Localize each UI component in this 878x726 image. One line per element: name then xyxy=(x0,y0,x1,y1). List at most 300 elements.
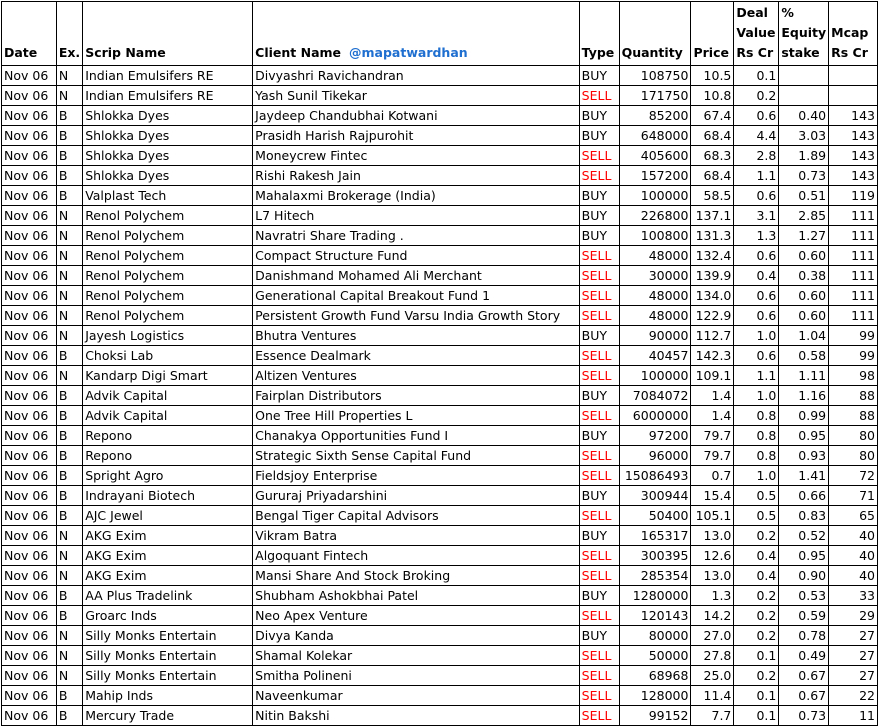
cell-date: Nov 06 xyxy=(2,326,57,346)
cell-client-name: Altizen Ventures xyxy=(253,366,580,386)
cell-date: Nov 06 xyxy=(2,66,57,86)
cell-type: SELL xyxy=(579,346,619,366)
cell-mcap: 40 xyxy=(829,546,878,566)
cell-mcap xyxy=(829,66,878,86)
cell-mcap: 98 xyxy=(829,366,878,386)
table-row xyxy=(2,426,878,446)
cell-type: SELL xyxy=(579,246,619,266)
cell-scrip-name: Indrayani Biotech xyxy=(83,486,253,506)
cell-client-name: Bengal Tiger Capital Advisors xyxy=(253,506,580,526)
cell-mcap xyxy=(829,86,878,106)
cell-scrip-name: Silly Monks Entertain xyxy=(83,646,253,666)
table-row xyxy=(2,406,878,426)
cell-scrip-name: AKG Exim xyxy=(83,546,253,566)
cell-date: Nov 06 xyxy=(2,446,57,466)
cell-equity-stake: 0.67 xyxy=(779,686,829,706)
cell-date: Nov 06 xyxy=(2,206,57,226)
cell-quantity: 50000 xyxy=(619,646,691,666)
cell-date: Nov 06 xyxy=(2,126,57,146)
cell-exchange: N xyxy=(56,226,82,246)
cell-quantity: 285354 xyxy=(619,566,691,586)
cell-price: 142.3 xyxy=(691,346,734,366)
cell-scrip-name: Spright Agro xyxy=(83,466,253,486)
cell-equity-stake: 0.95 xyxy=(779,426,829,446)
cell-scrip-name: Shlokka Dyes xyxy=(83,106,253,126)
cell-quantity: 120143 xyxy=(619,606,691,626)
cell-mcap: 27 xyxy=(829,666,878,686)
cell-type: SELL xyxy=(579,306,619,326)
table-row xyxy=(2,606,878,626)
cell-exchange: B xyxy=(56,446,82,466)
cell-equity-stake: 1.27 xyxy=(779,226,829,246)
cell-scrip-name: Kandarp Digi Smart xyxy=(83,366,253,386)
cell-date: Nov 06 xyxy=(2,306,57,326)
table-row xyxy=(2,326,878,346)
cell-type: BUY xyxy=(579,206,619,226)
cell-type: SELL xyxy=(579,566,619,586)
header-equity-stake: % Equity stake xyxy=(779,2,829,66)
cell-exchange: B xyxy=(56,466,82,486)
cell-quantity: 90000 xyxy=(619,326,691,346)
cell-scrip-name: Valplast Tech xyxy=(83,186,253,206)
cell-deal-value: 1.0 xyxy=(734,326,779,346)
cell-client-name: Fairplan Distributors xyxy=(253,386,580,406)
table-row xyxy=(2,166,878,186)
cell-client-name: Shamal Kolekar xyxy=(253,646,580,666)
cell-quantity: 648000 xyxy=(619,126,691,146)
cell-exchange: B xyxy=(56,406,82,426)
cell-date: Nov 06 xyxy=(2,286,57,306)
cell-type: BUY xyxy=(579,66,619,86)
cell-deal-value: 0.1 xyxy=(734,646,779,666)
cell-date: Nov 06 xyxy=(2,426,57,446)
cell-price: 139.9 xyxy=(691,266,734,286)
cell-exchange: N xyxy=(56,546,82,566)
cell-price: 1.4 xyxy=(691,386,734,406)
cell-quantity: 96000 xyxy=(619,446,691,466)
cell-date: Nov 06 xyxy=(2,226,57,246)
cell-type: SELL xyxy=(579,266,619,286)
cell-client-name: Persistent Growth Fund Varsu India Growth Story xyxy=(253,306,580,326)
cell-quantity: 48000 xyxy=(619,286,691,306)
cell-deal-value: 0.4 xyxy=(734,546,779,566)
cell-deal-value: 0.2 xyxy=(734,526,779,546)
cell-quantity: 100800 xyxy=(619,226,691,246)
cell-mcap: 99 xyxy=(829,346,878,366)
cell-date: Nov 06 xyxy=(2,526,57,546)
cell-equity-stake: 0.38 xyxy=(779,266,829,286)
cell-quantity: 40457 xyxy=(619,346,691,366)
cell-date: Nov 06 xyxy=(2,506,57,526)
cell-deal-value: 0.2 xyxy=(734,586,779,606)
cell-deal-value: 0.8 xyxy=(734,406,779,426)
cell-price: 79.7 xyxy=(691,426,734,446)
cell-equity-stake: 0.90 xyxy=(779,566,829,586)
cell-client-name: L7 Hitech xyxy=(253,206,580,226)
cell-equity-stake: 0.60 xyxy=(779,306,829,326)
table-row xyxy=(2,106,878,126)
cell-type: BUY xyxy=(579,526,619,546)
cell-date: Nov 06 xyxy=(2,406,57,426)
cell-exchange: B xyxy=(56,186,82,206)
cell-equity-stake: 0.99 xyxy=(779,406,829,426)
cell-deal-value: 1.3 xyxy=(734,226,779,246)
cell-client-name: Divya Kanda xyxy=(253,626,580,646)
cell-scrip-name: Shlokka Dyes xyxy=(83,166,253,186)
cell-price: 1.3 xyxy=(691,586,734,606)
cell-quantity: 15086493 xyxy=(619,466,691,486)
cell-mcap: 111 xyxy=(829,266,878,286)
cell-scrip-name: Advik Capital xyxy=(83,386,253,406)
table-row xyxy=(2,446,878,466)
cell-scrip-name: Shlokka Dyes xyxy=(83,126,253,146)
table-row xyxy=(2,366,878,386)
cell-exchange: B xyxy=(56,506,82,526)
cell-mcap: 119 xyxy=(829,186,878,206)
cell-price: 10.5 xyxy=(691,66,734,86)
cell-deal-value: 0.6 xyxy=(734,246,779,266)
cell-equity-stake: 0.83 xyxy=(779,506,829,526)
cell-deal-value: 0.4 xyxy=(734,566,779,586)
cell-quantity: 30000 xyxy=(619,266,691,286)
cell-equity-stake: 1.04 xyxy=(779,326,829,346)
cell-scrip-name: Repono xyxy=(83,446,253,466)
cell-exchange: N xyxy=(56,286,82,306)
client-name-label: Client Name xyxy=(255,45,342,60)
cell-mcap: 22 xyxy=(829,686,878,706)
cell-mcap: 29 xyxy=(829,606,878,626)
cell-scrip-name: AA Plus Tradelink xyxy=(83,586,253,606)
table-row xyxy=(2,466,878,486)
cell-date: Nov 06 xyxy=(2,166,57,186)
cell-mcap: 40 xyxy=(829,526,878,546)
cell-quantity: 48000 xyxy=(619,306,691,326)
cell-mcap: 33 xyxy=(829,586,878,606)
table-row xyxy=(2,346,878,366)
cell-price: 11.4 xyxy=(691,686,734,706)
cell-exchange: B xyxy=(56,586,82,606)
cell-client-name: Rishi Rakesh Jain xyxy=(253,166,580,186)
cell-client-name: One Tree Hill Properties L xyxy=(253,406,580,426)
cell-client-name: Jaydeep Chandubhai Kotwani xyxy=(253,106,580,126)
cell-mcap: 65 xyxy=(829,506,878,526)
cell-price: 79.7 xyxy=(691,446,734,466)
table-row xyxy=(2,706,878,726)
cell-type: SELL xyxy=(579,686,619,706)
cell-deal-value: 0.4 xyxy=(734,266,779,286)
cell-scrip-name: Shlokka Dyes xyxy=(83,146,253,166)
cell-scrip-name: Repono xyxy=(83,426,253,446)
cell-deal-value: 1.0 xyxy=(734,466,779,486)
cell-exchange: N xyxy=(56,366,82,386)
table-row xyxy=(2,226,878,246)
cell-date: Nov 06 xyxy=(2,646,57,666)
cell-type: SELL xyxy=(579,366,619,386)
cell-exchange: N xyxy=(56,266,82,286)
cell-mcap: 99 xyxy=(829,326,878,346)
cell-date: Nov 06 xyxy=(2,486,57,506)
cell-mcap: 111 xyxy=(829,246,878,266)
cell-equity-stake: 0.51 xyxy=(779,186,829,206)
cell-price: 131.3 xyxy=(691,226,734,246)
cell-deal-value: 0.1 xyxy=(734,706,779,726)
cell-deal-value: 0.6 xyxy=(734,306,779,326)
cell-equity-stake: 0.67 xyxy=(779,666,829,686)
cell-quantity: 165317 xyxy=(619,526,691,546)
cell-equity-stake: 0.53 xyxy=(779,586,829,606)
cell-exchange: B xyxy=(56,706,82,726)
cell-mcap: 40 xyxy=(829,566,878,586)
cell-deal-value: 4.4 xyxy=(734,126,779,146)
header-date: Date xyxy=(2,2,57,66)
cell-date: Nov 06 xyxy=(2,266,57,286)
cell-equity-stake: 1.41 xyxy=(779,466,829,486)
cell-type: BUY xyxy=(579,106,619,126)
cell-type: BUY xyxy=(579,326,619,346)
cell-client-name: Danishmand Mohamed Ali Merchant xyxy=(253,266,580,286)
cell-deal-value: 0.6 xyxy=(734,286,779,306)
cell-exchange: B xyxy=(56,426,82,446)
cell-scrip-name: Mahip Inds xyxy=(83,686,253,706)
cell-quantity: 108750 xyxy=(619,66,691,86)
table-row xyxy=(2,626,878,646)
cell-type: SELL xyxy=(579,606,619,626)
table-row xyxy=(2,586,878,606)
cell-client-name: Smitha Polineni xyxy=(253,666,580,686)
cell-quantity: 100000 xyxy=(619,186,691,206)
header-mcap: Mcap Rs Cr xyxy=(829,2,878,66)
cell-scrip-name: Indian Emulsifers RE xyxy=(83,86,253,106)
cell-deal-value: 1.0 xyxy=(734,386,779,406)
cell-type: BUY xyxy=(579,126,619,146)
bulk-deals-table xyxy=(1,1,878,726)
cell-deal-value: 0.2 xyxy=(734,626,779,646)
cell-mcap: 27 xyxy=(829,626,878,646)
cell-scrip-name: Choksi Lab xyxy=(83,346,253,366)
cell-price: 27.0 xyxy=(691,626,734,646)
cell-scrip-name: Renol Polychem xyxy=(83,266,253,286)
table-row xyxy=(2,246,878,266)
cell-scrip-name: Mercury Trade xyxy=(83,706,253,726)
cell-client-name: Strategic Sixth Sense Capital Fund xyxy=(253,446,580,466)
cell-date: Nov 06 xyxy=(2,386,57,406)
cell-equity-stake: 0.73 xyxy=(779,706,829,726)
cell-equity-stake: 0.60 xyxy=(779,286,829,306)
header-row xyxy=(2,2,878,66)
cell-deal-value: 0.2 xyxy=(734,606,779,626)
cell-exchange: B xyxy=(56,346,82,366)
cell-mcap: 88 xyxy=(829,406,878,426)
cell-equity-stake: 2.85 xyxy=(779,206,829,226)
cell-price: 10.8 xyxy=(691,86,734,106)
cell-deal-value: 0.8 xyxy=(734,426,779,446)
cell-price: 15.4 xyxy=(691,486,734,506)
cell-price: 134.0 xyxy=(691,286,734,306)
cell-mcap: 143 xyxy=(829,166,878,186)
table-row xyxy=(2,126,878,146)
cell-client-name: Nitin Bakshi xyxy=(253,706,580,726)
cell-deal-value: 0.2 xyxy=(734,86,779,106)
cell-mcap: 72 xyxy=(829,466,878,486)
cell-quantity: 300944 xyxy=(619,486,691,506)
cell-exchange: N xyxy=(56,326,82,346)
cell-exchange: B xyxy=(56,386,82,406)
cell-mcap: 71 xyxy=(829,486,878,506)
cell-equity-stake: 0.58 xyxy=(779,346,829,366)
cell-type: SELL xyxy=(579,666,619,686)
cell-scrip-name: Groarc Inds xyxy=(83,606,253,626)
cell-price: 12.6 xyxy=(691,546,734,566)
cell-exchange: N xyxy=(56,86,82,106)
cell-date: Nov 06 xyxy=(2,86,57,106)
cell-mcap: 27 xyxy=(829,646,878,666)
cell-mcap: 143 xyxy=(829,106,878,126)
table-row xyxy=(2,566,878,586)
cell-type: SELL xyxy=(579,446,619,466)
header-scrip-name: Scrip Name xyxy=(83,2,253,66)
cell-quantity: 97200 xyxy=(619,426,691,446)
cell-equity-stake: 0.66 xyxy=(779,486,829,506)
table-header xyxy=(2,2,878,66)
cell-quantity: 300395 xyxy=(619,546,691,566)
cell-mcap: 111 xyxy=(829,226,878,246)
cell-client-name: Chanakya Opportunities Fund I xyxy=(253,426,580,446)
cell-scrip-name: Renol Polychem xyxy=(83,226,253,246)
cell-client-name: Yash Sunil Tikekar xyxy=(253,86,580,106)
cell-exchange: N xyxy=(56,666,82,686)
cell-date: Nov 06 xyxy=(2,106,57,126)
header-price: Price xyxy=(691,2,734,66)
cell-exchange: B xyxy=(56,166,82,186)
table-row xyxy=(2,86,878,106)
table-row xyxy=(2,306,878,326)
cell-client-name: Fieldsjoy Enterprise xyxy=(253,466,580,486)
cell-price: 109.1 xyxy=(691,366,734,386)
table-body xyxy=(2,66,878,726)
cell-quantity: 68968 xyxy=(619,666,691,686)
cell-date: Nov 06 xyxy=(2,606,57,626)
cell-client-name: Shubham Ashokbhai Patel xyxy=(253,586,580,606)
cell-client-name: Moneycrew Fintec xyxy=(253,146,580,166)
cell-scrip-name: AKG Exim xyxy=(83,526,253,546)
cell-type: BUY xyxy=(579,226,619,246)
cell-exchange: B xyxy=(56,606,82,626)
cell-exchange: N xyxy=(56,206,82,226)
cell-mcap: 80 xyxy=(829,426,878,446)
cell-exchange: N xyxy=(56,646,82,666)
cell-type: SELL xyxy=(579,646,619,666)
cell-type: SELL xyxy=(579,706,619,726)
cell-exchange: N xyxy=(56,566,82,586)
cell-deal-value: 0.5 xyxy=(734,486,779,506)
cell-date: Nov 06 xyxy=(2,626,57,646)
cell-quantity: 157200 xyxy=(619,166,691,186)
cell-scrip-name: AJC Jewel xyxy=(83,506,253,526)
cell-quantity: 7084072 xyxy=(619,386,691,406)
table-row xyxy=(2,506,878,526)
cell-price: 132.4 xyxy=(691,246,734,266)
cell-deal-value: 0.1 xyxy=(734,66,779,86)
cell-date: Nov 06 xyxy=(2,146,57,166)
cell-date: Nov 06 xyxy=(2,186,57,206)
cell-equity-stake: 1.89 xyxy=(779,146,829,166)
cell-client-name: Prasidh Harish Rajpurohit xyxy=(253,126,580,146)
cell-price: 0.7 xyxy=(691,466,734,486)
cell-equity-stake: 0.73 xyxy=(779,166,829,186)
cell-date: Nov 06 xyxy=(2,546,57,566)
cell-mcap: 143 xyxy=(829,126,878,146)
cell-date: Nov 06 xyxy=(2,466,57,486)
twitter-handle: @mapatwardhan xyxy=(349,45,468,60)
cell-equity-stake: 1.16 xyxy=(779,386,829,406)
cell-type: SELL xyxy=(579,466,619,486)
table-row xyxy=(2,386,878,406)
cell-price: 137.1 xyxy=(691,206,734,226)
header-quantity: Quantity xyxy=(619,2,691,66)
cell-deal-value: 0.2 xyxy=(734,666,779,686)
table-row xyxy=(2,666,878,686)
cell-type: SELL xyxy=(579,166,619,186)
cell-price: 14.2 xyxy=(691,606,734,626)
table-row xyxy=(2,186,878,206)
cell-mcap: 143 xyxy=(829,146,878,166)
cell-scrip-name: Renol Polychem xyxy=(83,306,253,326)
cell-equity-stake: 0.78 xyxy=(779,626,829,646)
cell-type: SELL xyxy=(579,286,619,306)
header-deal-value: Deal Value Rs Cr xyxy=(734,2,779,66)
cell-exchange: N xyxy=(56,626,82,646)
cell-date: Nov 06 xyxy=(2,566,57,586)
cell-client-name: Mansi Share And Stock Broking xyxy=(253,566,580,586)
cell-deal-value: 0.6 xyxy=(734,106,779,126)
cell-equity-stake: 0.40 xyxy=(779,106,829,126)
cell-date: Nov 06 xyxy=(2,686,57,706)
cell-deal-value: 0.1 xyxy=(734,686,779,706)
cell-deal-value: 0.6 xyxy=(734,346,779,366)
cell-price: 105.1 xyxy=(691,506,734,526)
cell-deal-value: 2.8 xyxy=(734,146,779,166)
cell-equity-stake: 3.03 xyxy=(779,126,829,146)
table-row xyxy=(2,646,878,666)
table-row xyxy=(2,146,878,166)
cell-type: BUY xyxy=(579,186,619,206)
table-row xyxy=(2,546,878,566)
header-client-name xyxy=(253,2,580,66)
cell-exchange: B xyxy=(56,486,82,506)
cell-client-name: Algoquant Fintech xyxy=(253,546,580,566)
cell-type: SELL xyxy=(579,86,619,106)
cell-quantity: 226800 xyxy=(619,206,691,226)
cell-quantity: 1280000 xyxy=(619,586,691,606)
cell-quantity: 128000 xyxy=(619,686,691,706)
cell-price: 68.4 xyxy=(691,126,734,146)
cell-scrip-name: Silly Monks Entertain xyxy=(83,666,253,686)
cell-client-name: Navratri Share Trading . xyxy=(253,226,580,246)
table-row xyxy=(2,266,878,286)
table-row xyxy=(2,486,878,506)
cell-mcap: 88 xyxy=(829,386,878,406)
cell-scrip-name: Silly Monks Entertain xyxy=(83,626,253,646)
table-row xyxy=(2,66,878,86)
cell-equity-stake xyxy=(779,66,829,86)
cell-deal-value: 0.6 xyxy=(734,186,779,206)
cell-quantity: 405600 xyxy=(619,146,691,166)
cell-quantity: 85200 xyxy=(619,106,691,126)
cell-type: BUY xyxy=(579,386,619,406)
cell-date: Nov 06 xyxy=(2,346,57,366)
cell-quantity: 50400 xyxy=(619,506,691,526)
cell-client-name: Compact Structure Fund xyxy=(253,246,580,266)
